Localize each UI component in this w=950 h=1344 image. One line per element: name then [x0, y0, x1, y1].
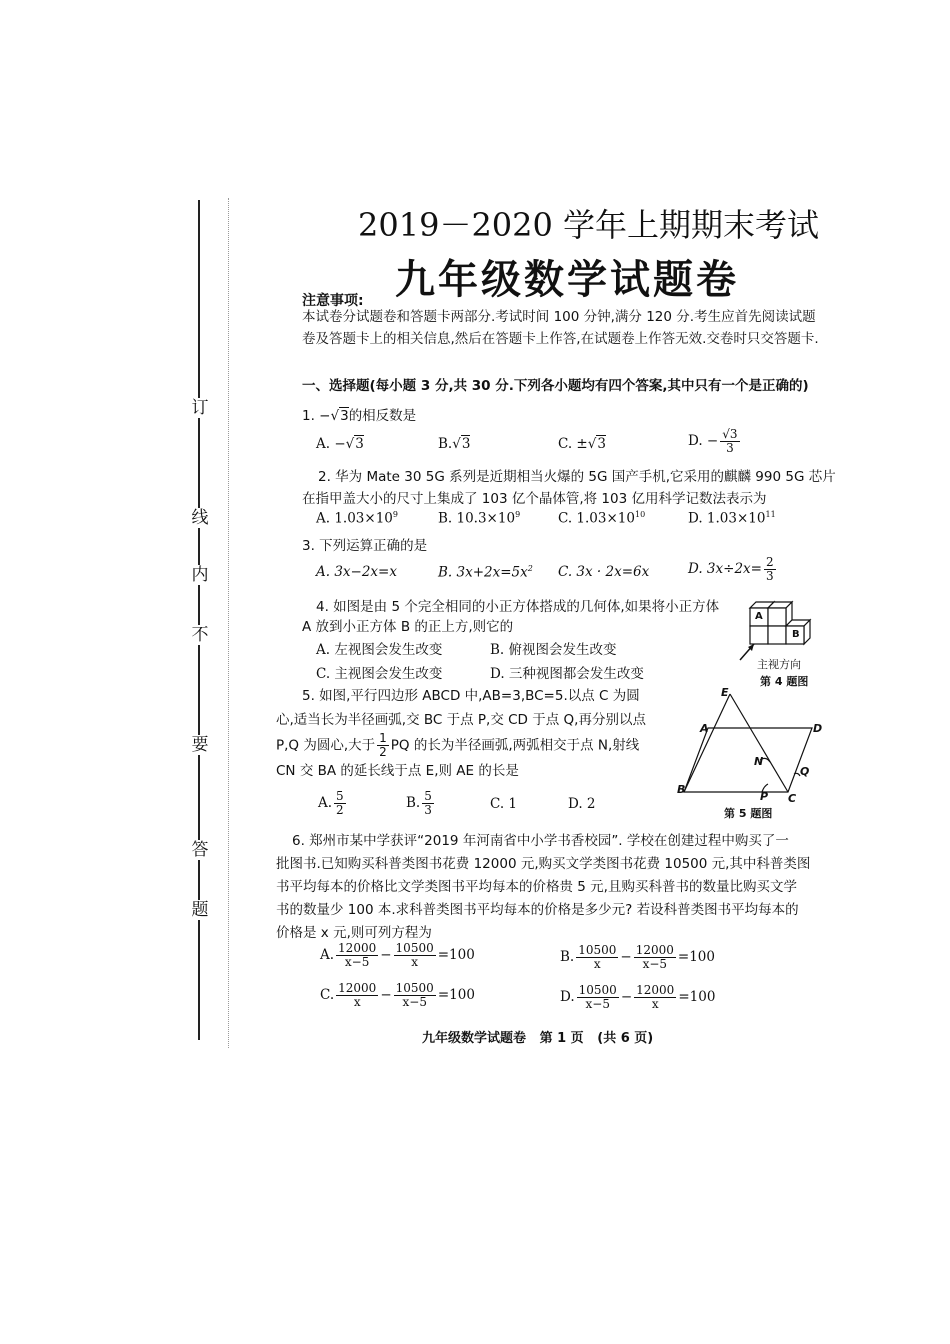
- binding-char: 要: [191, 735, 209, 755]
- binding-dotted-line: [228, 198, 229, 1048]
- q6-line: 6. 郑州市某中学获评“2019 年河南省中小学书香校园”. 学校在创建过程中购买了一: [292, 833, 789, 849]
- notice-line: 卷及答题卡上的相关信息,然后在答题卡上作答,在试题卷上作答无效.交卷时只交答题卡.: [302, 331, 819, 347]
- q1-option-b: B.√3: [438, 436, 471, 452]
- q5-point-c: C: [788, 792, 797, 805]
- q4-label-a: A: [755, 611, 763, 622]
- q1-suffix: 的相反数是: [348, 408, 417, 424]
- q5-option-d: D. 2: [568, 796, 596, 812]
- q5-option-a: A. $\frac{5}{2}$: [318, 789, 344, 817]
- q5-point-p: P: [760, 790, 769, 803]
- q4-option-a: A. 左视图会发生改变: [316, 642, 443, 658]
- section-heading: 一、选择题(每小题 3 分,共 30 分.下列各小题均有四个答案,其中只有一个是正确的): [302, 378, 809, 394]
- q3-option-b: B. $3x+2x=5x^2$: [438, 564, 533, 581]
- q4-option-c: C. 主视图会发生改变: [316, 666, 443, 682]
- q2-option-b: B. $10.3\times 10^9$: [438, 510, 521, 527]
- binding-char: 题: [191, 900, 209, 920]
- binding-char: 不: [191, 625, 209, 645]
- sqrt-symbol: √: [330, 408, 340, 424]
- q6-line: 书的数量少 100 本.求科普类图书平均每本的价格是多少元? 若设科普类图书平均每本的: [276, 902, 799, 918]
- q5-point-e: E: [721, 686, 729, 699]
- exam-subtitle: 九年级数学试题卷: [395, 257, 739, 303]
- q5-line: CN 交 BA 的延长线于点 E,则 AE 的长是: [276, 763, 519, 779]
- q5-parallelogram-figure: [676, 688, 826, 808]
- q1-prefix: 1. −: [302, 408, 331, 424]
- q5-figure-caption: 第 5 题图: [724, 807, 773, 820]
- q5-point-n: N: [754, 755, 764, 768]
- notice-line: 本试卷分试题卷和答题卡两部分.考试时间 100 分钟,满分 120 分.考生应首先阅读试题: [302, 309, 816, 325]
- q4-line: 4. 如图是由 5 个完全相同的小正方体搭成的几何体,如果将小正方体: [316, 599, 720, 615]
- q3-option-c: C. 3x · 2x=6x: [558, 564, 650, 580]
- q5-point-q: Q: [800, 765, 810, 778]
- q6-line: 批图书.已知购买科普类图书花费 12000 元,购买文学类图书花费 10500 元,其中科普类图: [276, 856, 811, 872]
- question-2-stem: [302, 466, 836, 510]
- q6-option-b: B. $\frac{10500}{x}$ − $\frac{12000}{x-5}$ =100: [560, 943, 715, 971]
- binding-char: 订: [191, 398, 209, 418]
- q4-option-d: D. 三种视图都会发生改变: [490, 666, 644, 682]
- q2-option-d: D. $1.03\times 10^{11}$: [688, 510, 776, 527]
- q6-option-a: A. $\frac{12000}{x-5}$ − $\frac{10500}{x}$ =100: [320, 941, 475, 969]
- q4-line: A 放到小正方体 B 的正上方,则它的: [302, 619, 514, 635]
- q5-line: P,Q 为圆心,大于 $\frac{1}{2}$ PQ 的长为半径画弧,两弧相交于点 N,射线: [276, 731, 640, 759]
- q2-line: 在指甲盖大小的尺寸上集成了 103 亿个晶体管,将 103 亿用科学记数法表示为: [302, 491, 767, 507]
- q2-option-c: C. $1.03\times 10^{10}$: [558, 510, 646, 527]
- q6-line: 书平均每本的价格比文学类图书平均每本的价格贵 5 元,且购买科普书的数量比购买文学: [276, 879, 797, 895]
- q5-option-c: C. 1: [490, 796, 518, 812]
- q3-option-a: A. 3x−2x=x: [316, 564, 397, 580]
- question-5-stem: [276, 684, 646, 783]
- q2-option-a: A. $1.03\times 10^9$: [316, 510, 398, 527]
- q6-option-c: C. $\frac{12000}{x}$ − $\frac{10500}{x-5}$ =100: [320, 981, 475, 1009]
- q4-label-b: B: [792, 629, 800, 640]
- q5-point-a: A: [700, 722, 709, 735]
- q1-option-a: A. −√3: [316, 436, 364, 452]
- q5-point-d: D: [813, 722, 823, 735]
- q1-radicand: 3: [340, 408, 349, 424]
- q5-line: 心,适当长为半径画弧,交 BC 于点 P,交 CD 于点 Q,再分别以点: [276, 712, 646, 728]
- q4-option-b: B. 俯视图会发生改变: [490, 642, 617, 658]
- q1-option-d: D. − $\frac{√3}{3}$: [688, 427, 738, 455]
- question-1-stem: [302, 404, 416, 424]
- q3-option-d: D. 3x÷2x= $\frac{2}{3}$: [688, 555, 774, 583]
- q4-figure-caption: 第 4 题图: [760, 675, 809, 688]
- q2-line: 2. 华为 Mate 30 5G 系列是近期相当火爆的 5G 国产手机,它采用的麒麟 990 5G 芯片: [318, 469, 836, 485]
- q6-line: 价格是 x 元,则可列方程为: [276, 925, 432, 941]
- q5-line: 5. 如图,平行四边形 ABCD 中,AB=3,BC=5.以点 C 为圆: [302, 688, 640, 704]
- notice-text: [302, 306, 819, 350]
- binding-char: 答: [191, 840, 209, 860]
- binding-char: 内: [191, 565, 209, 585]
- page-footer: 九年级数学试题卷 第 1 页 (共 6 页): [422, 1031, 654, 1046]
- q1-option-c: C. ±√3: [558, 436, 606, 452]
- binding-char: 线: [191, 508, 209, 528]
- question-4-stem: [302, 596, 719, 638]
- q6-option-d: D. $\frac{10500}{x-5}$ − $\frac{12000}{x}$ =100: [560, 983, 716, 1011]
- q4-view-direction: 主视方向: [757, 658, 801, 671]
- question-6-stem: [276, 830, 810, 945]
- question-3-stem: 3. 下列运算正确的是: [302, 538, 428, 554]
- q5-option-b: B. $\frac{5}{3}$: [406, 789, 432, 817]
- q5-point-b: B: [677, 783, 686, 796]
- exam-title: 2019－2020 学年上期期末考试: [358, 206, 820, 244]
- notice-heading: 注意事项:: [302, 293, 364, 309]
